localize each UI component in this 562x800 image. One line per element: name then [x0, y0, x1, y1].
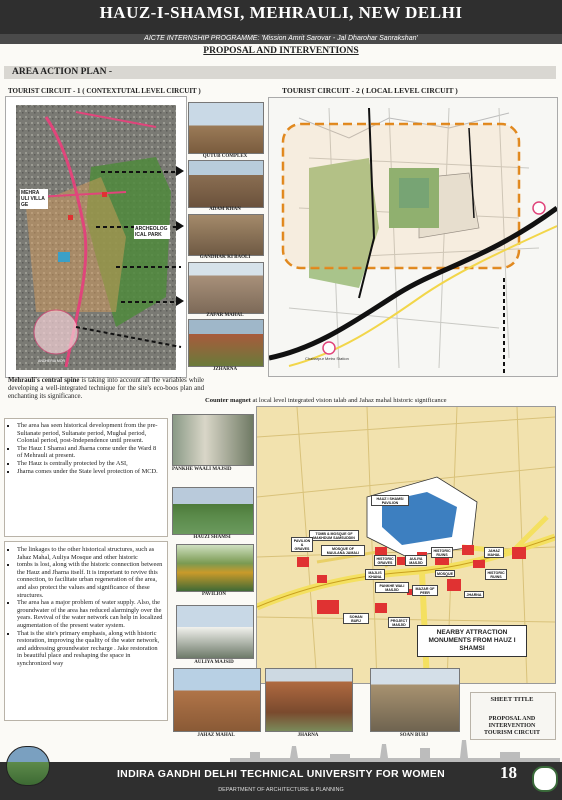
- circuit-arrow-icon: [176, 166, 184, 176]
- label-sohan-burj: SOHAN BURJ: [343, 613, 369, 624]
- department-name: DEPARTMENT OF ARCHITECTURE & PLANNING: [218, 787, 344, 793]
- university-name: INDIRA GANDHI DELHI TECHNICAL UNIVERSITY FOR WOMEN: [116, 768, 446, 780]
- label-mazar-of-peer: MAZAR OF PEER: [412, 585, 438, 596]
- photo-adam-khan: [188, 160, 264, 208]
- caption-soan-burj: SOAN BURJ: [399, 733, 429, 738]
- caption-adam-khan: ADAM KHAN: [209, 207, 241, 212]
- bullet-box-linkages: [4, 541, 168, 721]
- photo-jharna: [265, 668, 353, 732]
- label-hauz-pavilion: HAUZ I SHAMSI PAVILION: [371, 495, 409, 506]
- archeological-park-label: ARCHEOLOG ICAL PARK: [134, 225, 170, 239]
- photo-auliya-majsid: [176, 605, 254, 659]
- label-auliya-masjid: AULIYA MASJID: [405, 555, 427, 566]
- photo-pankhe-waali-majsid: [172, 414, 254, 466]
- nearby-attraction-callout: NEARBY ATTRACTION MONUMENTS FROM HAUZ I SHAMSI: [417, 625, 527, 657]
- spine-bold: Mehrauli's central spine: [8, 377, 80, 384]
- bullet-item: ▪ The Hauz I Shamsi and Jharna come under the Ward 8 of Mehrauli at present.: [17, 445, 163, 460]
- university-logo-icon: [532, 766, 558, 792]
- photo-hauzi-shamsi: [172, 487, 254, 535]
- circuit-arrow-icon: [176, 221, 184, 231]
- counter-magnet-text: [205, 397, 557, 404]
- bullet-box-history: [4, 418, 168, 537]
- photo-jzharna: [188, 319, 264, 367]
- bullet-item: ▪ The area has a major problem of water supply. Also, the groundwater of the area has reduced alarmingly over the years. Revival of the water network can help in localized augmentation of the present water system.: [17, 599, 163, 629]
- caption-jzharna: JZHARNA: [212, 367, 238, 372]
- section-subtitle: PROPOSAL AND INTERVENTIONS: [203, 46, 359, 56]
- label-jharna: JHARNA: [464, 591, 484, 598]
- bullet-item: ▪ tombs is lost, along with the historic connection between the Hauz and Jharna itself. It is important to revive this connection, to facilitate urban regeneration of the area, and also protect the values and significance of these structures.: [17, 561, 163, 599]
- label-pankhe-wali-masjid: PANKHE WALI MASJID: [375, 582, 409, 593]
- bullet-item: ▪ The area has seen historical development from the pre- Sultanate period, Sultanate period, Mughal period, Colonial period, post-Independence until present.: [17, 422, 163, 445]
- label-project-masjid: PROJECT MASJID: [388, 617, 410, 628]
- bullet-item: ▪ That is the site's primary emphasis, along with historic restoration, improving the quality of the water network, and addressing groundwater recharge . Jake restoration in beautiful place and reshaping the space in synchronized way: [17, 630, 163, 668]
- circuit2-title: TOURIST CIRCUIT - 2 ( LOCAL LEVEL CIRCUIT ): [282, 86, 458, 95]
- circuit1-map: [5, 96, 187, 378]
- area-plan-title: AREA ACTION PLAN -: [12, 67, 113, 77]
- photo-gandhak-ki-baoli: [188, 214, 264, 256]
- label-historic-ruins-2: HISTORIC RUINS: [485, 569, 507, 580]
- spine-paragraph: [8, 377, 204, 401]
- andheria-mor-label: ANDHERIA MOR: [38, 359, 66, 363]
- bullet-item: ▪ The linkages to the other historical structures, such as Jahaz Mahal, Auliya Mosque and other historic: [17, 546, 163, 561]
- caption-qutub-complex: QUTUB COMPLEX: [202, 154, 248, 159]
- caption-pankhe-waali-majsid: PANKHE WAALI MAJSID: [172, 467, 232, 472]
- circuit-arrow-icon: [176, 296, 184, 306]
- circuit2-map: [268, 97, 558, 377]
- label-jahaz-mahal: JAHAZ MAHAL: [484, 547, 504, 558]
- caption-pavilion: PAVILION: [202, 592, 226, 597]
- bullet-item: ▪ Jharna comes under the State level protection of MCD.: [17, 468, 163, 476]
- bullet-item: ▪ The Hauz is centrally protected by the ASI,: [17, 460, 163, 468]
- caption-auliya-majsid: AULIYA MAJSID: [194, 660, 234, 665]
- sheet-title-label: SHEET TITLE: [490, 696, 534, 703]
- counter-magnet-rest: at local level integrated vision talab and Jahaz mahal historic significance: [250, 397, 447, 404]
- label-mosque: MOSQUE: [435, 570, 455, 577]
- label-makhdum-tomb: TOMB & MOSQUE OF MAKHDUM SAMSUDDIN: [309, 530, 359, 541]
- caption-zafar-mahal: ZAFAR MAHAL: [206, 313, 244, 318]
- photo-soan-burj: [370, 668, 460, 732]
- university-thumbnail: [6, 746, 50, 786]
- site-plan-map: [256, 406, 556, 684]
- circuit1-title: TOURIST CIRCUIT - 1 ( CONTEXTUTAL LEVEL CIRCUIT ): [8, 87, 201, 95]
- caption-jahaz-mahal: JAHAZ MAHAL: [197, 733, 235, 738]
- caption-gandhak-ki-baoli: GANDHAK KI BAOLI: [199, 255, 251, 260]
- metro-station-label: Chattarpur Metro Station: [305, 356, 349, 361]
- counter-magnet-bold: Counter magnet: [205, 397, 251, 404]
- caption-jharna: JHARNA: [297, 733, 319, 738]
- label-historic-graves: HISTORIC GRAVES: [374, 555, 396, 566]
- label-majlis-khana: MAJLIS KHANA: [365, 569, 385, 580]
- label-pavilion-graves: PAVILION & GRAVES: [291, 537, 313, 552]
- sheet-title-value: PROPOSAL AND INTERVENTION TOURISM CIRCUIT: [483, 716, 541, 736]
- page-title: HAUZ-I-SHAMSI, MEHRAULI, NEW DELHI: [99, 3, 463, 22]
- page-number: 18: [500, 763, 517, 782]
- label-historic-ruins: HISTORIC RUINS: [431, 547, 453, 558]
- spine-text: is taking into account all the variables while developing a well-integrated technique for the site's eco-boos plan and enchanting its significance.: [8, 377, 204, 400]
- programme-text: AICTE INTERNSHIP PROGRAMME: 'Mission Amrit Sarovar - Jal Dharohar Sanrakshan': [144, 34, 418, 42]
- photo-pavilion: [176, 544, 254, 592]
- photo-jahaz-mahal: [173, 668, 261, 732]
- mehrauli-label: MEHRA ULI VILLA GE: [20, 189, 48, 209]
- photo-qutub-complex: [188, 102, 264, 154]
- photo-zafar-mahal: [188, 262, 264, 314]
- caption-hauzi-shamsi: HAUZI SHAMSI: [193, 535, 231, 540]
- label-maulana-jamali: MOSQUE OF MAULANA JAMALI: [321, 545, 365, 556]
